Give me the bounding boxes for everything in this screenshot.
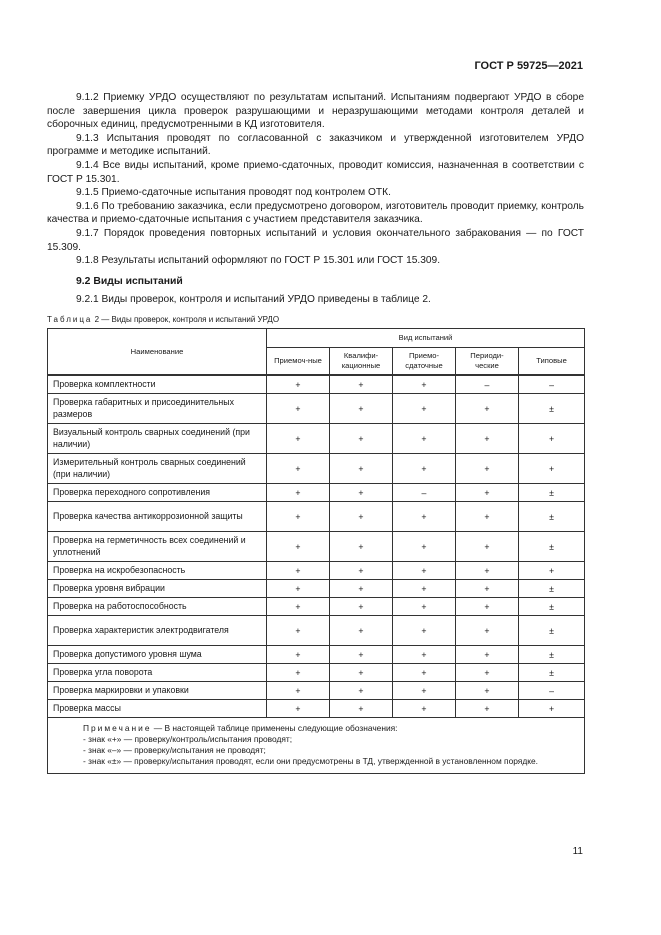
paragraph: 9.1.4 Все виды испытаний, кроме приемо-сдаточных, проводит комиссия, назначенная в соответствии с ГОСТ Р 15.301. <box>47 159 584 185</box>
row-name: Проверка характеристик электродвигателя <box>48 616 267 646</box>
row-mark: + <box>393 664 456 682</box>
row-mark: + <box>393 562 456 580</box>
row-mark: + <box>393 454 456 484</box>
row-mark: + <box>393 424 456 454</box>
row-mark: + <box>519 454 585 484</box>
row-mark: + <box>330 375 393 394</box>
row-name: Проверка на работоспособность <box>48 598 267 616</box>
row-mark: + <box>330 424 393 454</box>
row-mark: + <box>456 454 519 484</box>
column-header-5: Типовые <box>519 348 585 376</box>
row-mark: + <box>456 598 519 616</box>
row-mark: ± <box>519 484 585 502</box>
column-header-1: Приемоч-ные <box>267 348 330 376</box>
row-mark: + <box>267 682 330 700</box>
row-name: Проверка угла поворота <box>48 664 267 682</box>
row-name: Проверка массы <box>48 700 267 718</box>
row-mark: + <box>330 700 393 718</box>
section-title: 9.2 Виды испытаний <box>76 275 183 287</box>
row-mark: + <box>267 394 330 424</box>
row-mark: + <box>330 502 393 532</box>
table-row <box>48 646 585 664</box>
table-body <box>48 375 585 718</box>
row-mark: + <box>393 394 456 424</box>
row-mark: + <box>393 375 456 394</box>
note-line: - знак «–» — проверку/испытания не проводят; <box>83 745 266 756</box>
row-mark: + <box>330 664 393 682</box>
paragraph: 9.1.5 Приемо-сдаточные испытания проводят под контролем ОТК. <box>76 187 391 199</box>
row-name: Проверка переходного сопротивления <box>48 484 267 502</box>
row-mark: + <box>393 700 456 718</box>
paragraph: 9.1.8 Результаты испытаний оформляют по ГОСТ Р 15.301 или ГОСТ 15.309. <box>76 255 441 267</box>
row-mark: + <box>267 700 330 718</box>
row-mark: + <box>393 682 456 700</box>
note-line: - знак «+» — проверку/контроль/испытания проводят; <box>83 734 293 745</box>
row-mark: + <box>456 562 519 580</box>
row-mark: + <box>330 532 393 562</box>
row-mark: + <box>267 598 330 616</box>
row-mark: + <box>393 580 456 598</box>
row-mark: – <box>456 375 519 394</box>
row-mark: + <box>456 484 519 502</box>
row-mark: + <box>330 598 393 616</box>
table-row <box>48 454 585 484</box>
section-intro: 9.2.1 Виды проверок, контроля и испытаний УРДО приведены в таблице 2. <box>76 293 431 305</box>
row-mark: + <box>519 424 585 454</box>
row-mark: + <box>330 454 393 484</box>
table-row <box>48 664 585 682</box>
note-label: Примечание <box>83 723 152 734</box>
row-mark: + <box>456 502 519 532</box>
note-intro: — В настоящей таблице применены следующие обозначения: <box>151 723 398 734</box>
tests-table <box>47 328 585 774</box>
column-header-name: Наименование <box>48 329 267 376</box>
row-mark: ± <box>519 394 585 424</box>
row-name: Визуальный контроль сварных соединений (при наличии) <box>48 424 267 454</box>
row-name: Проверка комплектности <box>48 375 267 394</box>
row-mark: + <box>393 616 456 646</box>
row-mark: ± <box>519 616 585 646</box>
paragraph: 9.1.3 Испытания проводят по согласованной с заказчиком и утвержденной изготовителем УРДО программе и методике испытаний. <box>47 132 584 158</box>
row-mark: + <box>330 646 393 664</box>
row-name: Проверка уровня вибрации <box>48 580 267 598</box>
table-caption-label: Таблица <box>47 315 93 325</box>
row-mark: + <box>267 664 330 682</box>
table-row <box>48 394 585 424</box>
row-mark: + <box>330 682 393 700</box>
table-note <box>48 718 585 774</box>
table-caption <box>47 315 584 324</box>
table-row <box>48 598 585 616</box>
table-row <box>48 700 585 718</box>
row-mark: + <box>456 580 519 598</box>
column-header-4: Периоди-ческие <box>456 348 519 376</box>
row-name: Проверка маркировки и упаковки <box>48 682 267 700</box>
row-mark: ± <box>519 664 585 682</box>
table-row <box>48 484 585 502</box>
row-mark: + <box>456 700 519 718</box>
row-name: Проверка габаритных и присоединительных размеров <box>48 394 267 424</box>
row-name: Проверка допустимого уровня шума <box>48 646 267 664</box>
row-mark: – <box>519 375 585 394</box>
row-mark: ± <box>519 502 585 532</box>
note-lines <box>54 734 578 767</box>
row-mark: + <box>393 646 456 664</box>
row-mark: + <box>519 562 585 580</box>
row-mark: + <box>267 616 330 646</box>
row-mark: + <box>267 484 330 502</box>
table-row <box>48 682 585 700</box>
row-name: Проверка качества антикоррозионной защиты <box>48 502 267 532</box>
column-header-3: Приемо-сдаточные <box>393 348 456 376</box>
row-name: Проверка на герметичность всех соединений и уплотнений <box>48 532 267 562</box>
row-mark: + <box>267 646 330 664</box>
table-header-row <box>48 329 585 348</box>
row-mark: + <box>456 424 519 454</box>
page-content <box>47 91 584 774</box>
note-line: - знак «±» — проверку/испытания проводят, если они предусмотрены в ТД, утвержденной в установленном порядке. <box>83 756 538 767</box>
row-mark: + <box>267 454 330 484</box>
paragraph-list <box>47 91 584 268</box>
page-number: 11 <box>572 846 583 857</box>
table-row <box>48 616 585 646</box>
paragraph: 9.1.7 Порядок проведения повторных испытаний и условия окончательного забракования — по ГОСТ 15.309. <box>47 227 584 253</box>
document-standard-number: ГОСТ Р 59725—2021 <box>474 60 583 72</box>
row-name: Измерительный контроль сварных соединений (при наличии) <box>48 454 267 484</box>
row-mark: ± <box>519 532 585 562</box>
column-header-2: Квалифи-кационные <box>330 348 393 376</box>
row-mark: + <box>330 484 393 502</box>
row-mark: + <box>393 502 456 532</box>
row-mark: ± <box>519 580 585 598</box>
table-row <box>48 532 585 562</box>
paragraph: 9.1.2 Приемку УРДО осуществляют по результатам испытаний. Испытаниям подвергают УРДО в сборе после завершения цикла проверок разрушающими и неразрушающими методами контроля деталей и сборочных единиц, предусмотренными в КД изготовителя. <box>47 92 584 131</box>
table-row <box>48 580 585 598</box>
row-mark: + <box>330 562 393 580</box>
table-row <box>48 375 585 394</box>
row-mark: + <box>267 375 330 394</box>
row-mark: – <box>519 682 585 700</box>
table-row <box>48 502 585 532</box>
row-mark: + <box>267 580 330 598</box>
row-mark: + <box>456 682 519 700</box>
row-mark: + <box>267 562 330 580</box>
row-mark: + <box>393 532 456 562</box>
row-mark: ± <box>519 646 585 664</box>
note-heading <box>54 723 578 734</box>
row-mark: + <box>519 700 585 718</box>
row-mark: + <box>267 502 330 532</box>
row-mark: + <box>267 532 330 562</box>
row-mark: + <box>330 580 393 598</box>
table-caption-text: 2 — Виды проверок, контроля и испытаний УРДО <box>92 315 280 325</box>
row-name: Проверка на искробезопасность <box>48 562 267 580</box>
row-mark: + <box>456 664 519 682</box>
row-mark: – <box>393 484 456 502</box>
row-mark: + <box>267 424 330 454</box>
column-header-group: Вид испытаний <box>267 329 585 348</box>
row-mark: + <box>330 394 393 424</box>
row-mark: ± <box>519 598 585 616</box>
row-mark: + <box>456 532 519 562</box>
row-mark: + <box>456 616 519 646</box>
row-mark: + <box>456 394 519 424</box>
table-row <box>48 424 585 454</box>
row-mark: + <box>330 616 393 646</box>
row-mark: + <box>456 646 519 664</box>
paragraph: 9.1.6 По требованию заказчика, если предусмотрено договором, изготовитель проводит приемку, контроль качества и приемо-сдаточные испытания с участием представителя заказчика. <box>47 200 584 226</box>
table-note-row <box>48 718 585 774</box>
table-row <box>48 562 585 580</box>
row-mark: + <box>393 598 456 616</box>
